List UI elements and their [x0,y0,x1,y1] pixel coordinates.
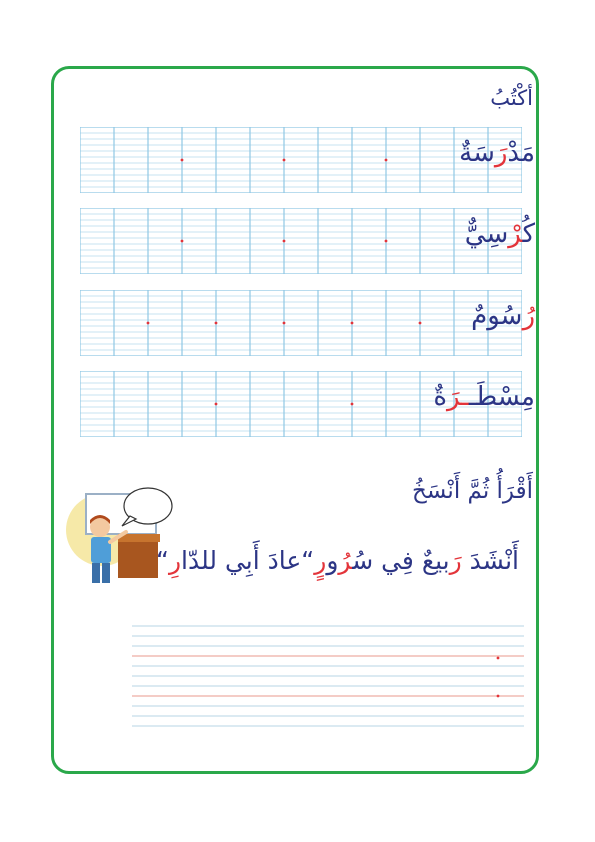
sentence-part: و [326,546,339,575]
word-1-part: مَدْ [507,138,535,168]
word-2 [465,219,535,249]
guide-dot [351,403,354,406]
guide-dot [283,240,286,243]
word-2-highlight: رْ [508,219,523,249]
guide-dot [181,159,184,162]
sentence-part: “ [156,546,169,575]
guide-dot [181,240,184,243]
guide-dot [351,322,354,325]
sentence-part: بيعٌ فِي سُ [352,546,450,575]
guide-dot [215,322,218,325]
sentence-highlight: رَ [449,546,462,575]
guide-dot [283,159,286,162]
word-4-part: ةٌ [433,382,447,412]
sentence-to-copy [156,546,519,575]
sentence-highlight: رُ [338,546,353,575]
boy-reading-illustration [66,482,176,592]
guide-dot [419,322,422,325]
word-3-highlight: رُ [522,301,535,331]
guide-dot [147,322,150,325]
writing-grid-3 [80,290,522,356]
word-3-part: سُومٌ [471,301,523,331]
guide-dot [385,240,388,243]
guide-dot [497,695,500,698]
copy-lines [132,624,524,730]
word-4-part: مِسْطَـ [468,382,535,412]
word-4 [433,382,535,412]
exercise-1-title: أكْتُبُ [490,86,533,110]
sentence-part: “عادَ أَبِي للدّا [181,546,315,575]
word-2-part: كُ [522,219,535,249]
word-2-part: سِيٌّ [464,219,509,249]
word-1-part: سَةٌ [459,138,495,168]
sentence-highlight: رِ [168,546,182,575]
word-1 [459,138,535,168]
writing-grid-2 [80,208,522,274]
guide-dot [283,322,286,325]
exercise-2-title: أَقْرَأُ ثُمَّ أَنْسَخُ [412,478,533,504]
word-3 [471,301,535,331]
guide-dot [215,403,218,406]
guide-dot [385,159,388,162]
writing-grid-1 [80,127,522,193]
sentence-part: أَنْشَدَ [461,546,519,575]
sentence-highlight: رٍ [314,546,327,575]
word-1-highlight: رَ [494,138,508,168]
guide-dot [497,657,500,660]
word-4-highlight: ـرَ [446,382,469,412]
